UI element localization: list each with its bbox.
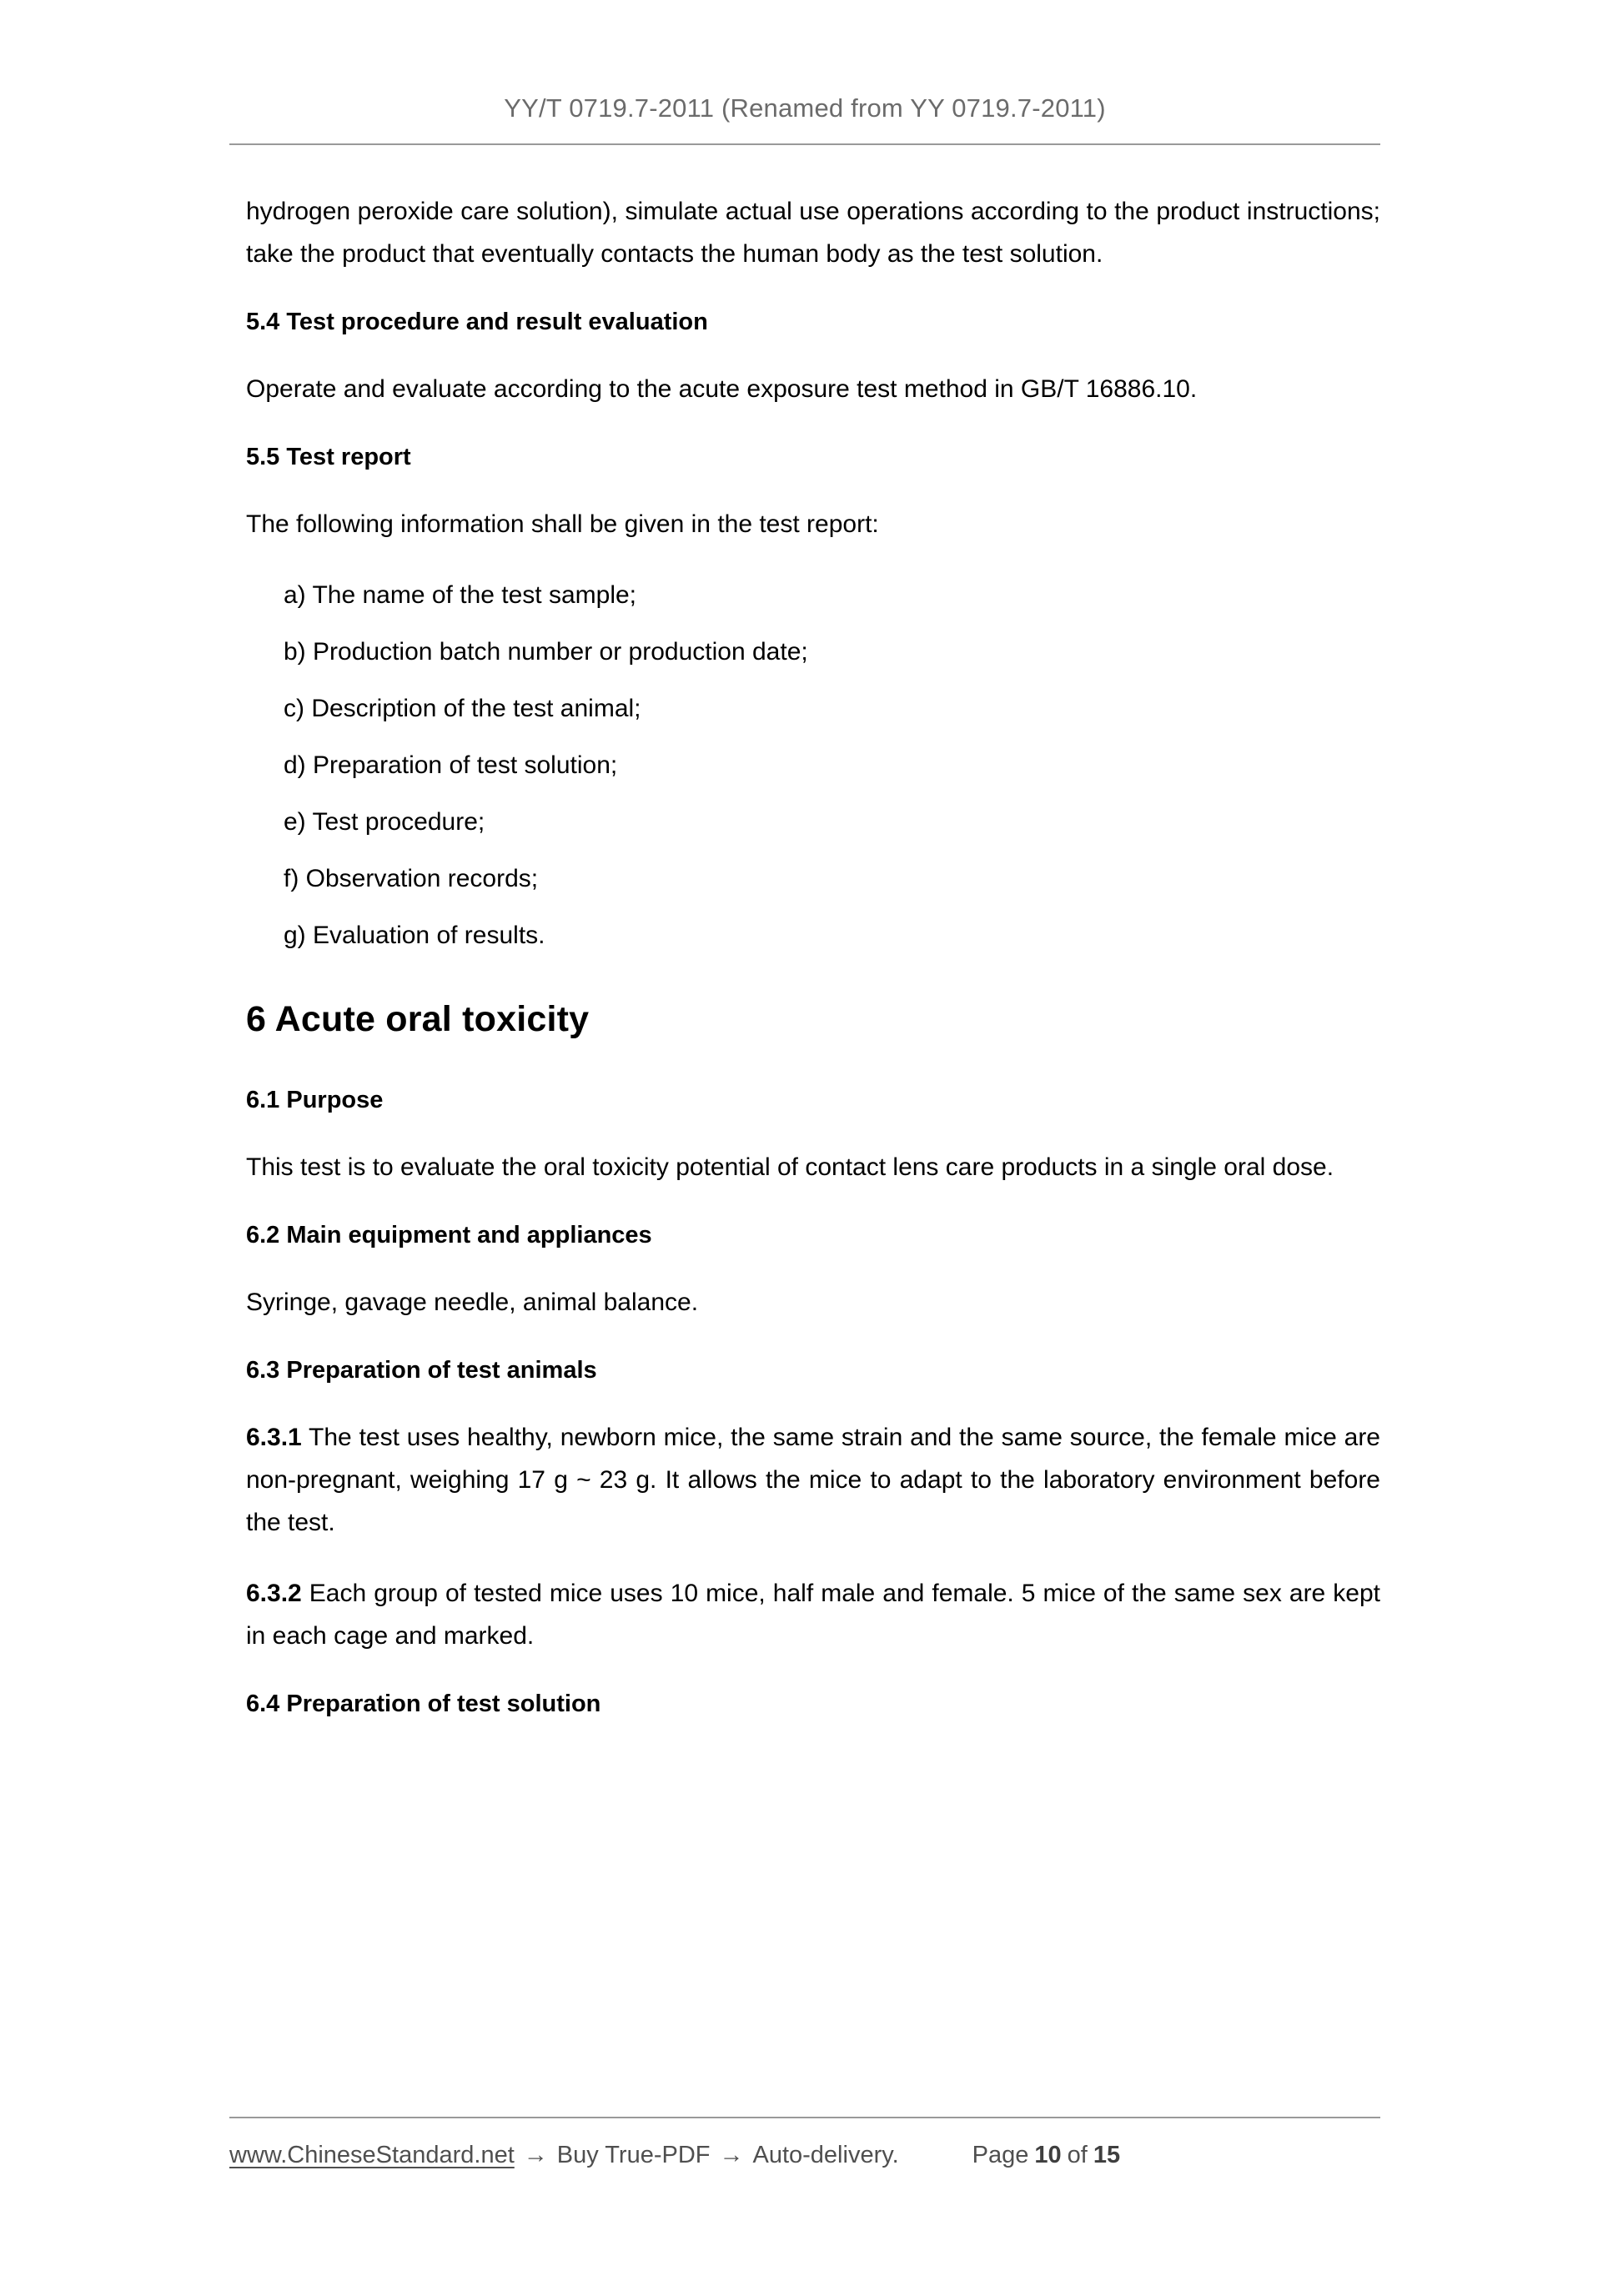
layout-spacer: [246, 985, 1380, 996]
heading-5-4: 5.4 Test procedure and result evaluation: [246, 309, 708, 335]
clause-number-6-3-2: 6.3.2: [246, 1580, 302, 1607]
heading-6-1: 6.1 Purpose: [246, 1087, 384, 1113]
footer-content: [229, 2142, 1380, 2169]
chinesestandard-link[interactable]: www.ChineseStandard.net: [229, 2142, 515, 2168]
current-page-number: 10: [1034, 2142, 1062, 2168]
header-divider: [229, 143, 1380, 145]
test-report-item-list: [246, 574, 1380, 957]
footer-divider: [229, 2117, 1380, 2118]
list-item: c) Description of the test animal;: [284, 695, 641, 722]
list-item: d) Preparation of test solution;: [284, 751, 618, 779]
clause-6-3-2: [246, 1572, 1380, 1657]
of-label: of: [1067, 2142, 1088, 2168]
paragraph-6-2: Syringe, gavage needle, animal balance.: [246, 1289, 699, 1316]
clause-6-3-1: [246, 1416, 1380, 1544]
paragraph-continued: hydrogen peroxide care solution), simulate actual use operations according to the product instructions; take the product that eventually contacts the human body as the test solution.: [246, 198, 1380, 268]
page-indicator: [970, 2142, 1123, 2169]
page-footer: [229, 2117, 1380, 2169]
list-item: e) Test procedure;: [284, 808, 485, 836]
heading-section-6: 6 Acute oral toxicity: [246, 999, 590, 1039]
clause-text-6-3-2: Each group of tested mice uses 10 mice, half male and female. 5 mice of the same sex are kept in each cage and marked.: [246, 1580, 1380, 1650]
clause-text-6-3-1: The test uses healthy, newborn mice, the same strain and the same source, the female mice are non-pregnant, weighing 17 g ~ 23 g. It allows the mice to adapt to the laboratory environment before the test.: [246, 1424, 1380, 1536]
heading-6-4: 6.4 Preparation of test solution: [246, 1691, 601, 1717]
page-header: [229, 92, 1380, 145]
footer-buy-true-pdf-text: Buy True-PDF: [556, 2142, 711, 2168]
paragraph-6-1: This test is to evaluate the oral toxicity potential of contact lens care products in a single oral dose.: [246, 1153, 1334, 1181]
right-arrow-icon: →: [523, 2142, 548, 2168]
heading-5-5: 5.5 Test report: [246, 444, 411, 470]
heading-6-2: 6.2 Main equipment and appliances: [246, 1222, 652, 1248]
paragraph-5-4: Operate and evaluate according to the acute exposure test method in GB/T 16886.10.: [246, 375, 1198, 403]
footer-auto-delivery-text: Auto-delivery.: [752, 2142, 899, 2168]
list-item: f) Observation records;: [284, 865, 539, 892]
total-page-number: 15: [1093, 2142, 1121, 2168]
list-item: a) The name of the test sample;: [284, 581, 637, 609]
list-item: g) Evaluation of results.: [284, 922, 545, 949]
clause-number-6-3-1: 6.3.1: [246, 1424, 302, 1451]
list-item: b) Production batch number or production date;: [284, 638, 808, 666]
document-body: [246, 190, 1380, 1750]
paragraph-5-5-intro: The following information shall be given in the test report:: [246, 510, 879, 538]
page-label: Page: [972, 2142, 1029, 2168]
right-arrow-icon: →: [719, 2142, 744, 2168]
document-header-title: YY/T 0719.7-2011 (Renamed from YY 0719.7-2011): [504, 93, 1106, 123]
heading-6-3: 6.3 Preparation of test animals: [246, 1357, 597, 1384]
